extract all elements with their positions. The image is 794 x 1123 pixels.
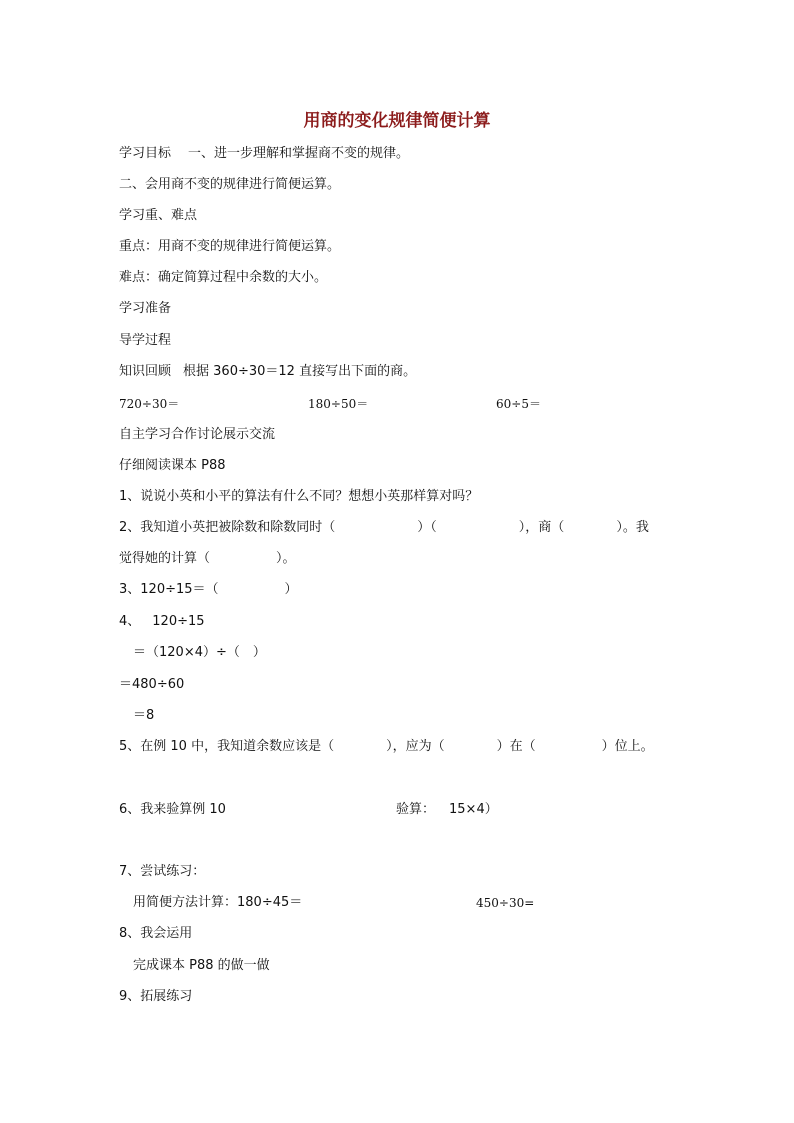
question-2-line-2 — [119, 550, 296, 568]
question-9-heading: 9、拓展练习 — [119, 989, 193, 1004]
q2-line2-a: 觉得她的计算（ — [119, 551, 211, 566]
objectives-label: 学习目标 — [119, 146, 172, 161]
review-exercise-2: 180÷50＝ — [308, 397, 369, 411]
q6-check-expression: 15×4） — [449, 802, 498, 817]
q5-part-3: ）在（ — [496, 739, 536, 754]
q3-part-2: ） — [284, 582, 298, 597]
review-label: 知识回顾 — [119, 364, 172, 379]
question-5 — [119, 738, 654, 756]
q5-part-1: 5、在例 10 中，我知道余数应该是（ — [119, 739, 335, 754]
read-text: 仔细阅读课本 P88 — [119, 458, 226, 473]
q3-part-1: 3、120÷15＝（ — [119, 582, 219, 597]
q5-part-4: ）位上。 — [601, 739, 654, 754]
objective-1: 一、进一步理解和掌握商不变的规律。 — [188, 146, 410, 161]
self-study-heading: 自主学习合作讨论展示交流 — [119, 427, 276, 442]
review-exercise-3: 60÷5＝ — [496, 397, 541, 411]
q2-part-3: ），商（ — [518, 520, 565, 535]
question-2-line-1 — [119, 519, 649, 537]
q2-part-2: ）（ — [417, 520, 437, 535]
q2-part-4: ）。我 — [616, 520, 649, 535]
question-3 — [119, 581, 298, 599]
key-point: 重点：用商不变的规律进行简便运算。 — [119, 239, 341, 254]
q4-step-3: ＝8 — [133, 708, 155, 723]
q7-exercise-2: 450÷30= — [476, 896, 535, 910]
objectives-line — [119, 145, 409, 163]
question-6: 6、我来验算例 10 — [119, 802, 226, 817]
objective-2: 二、会用商不变的规律进行简便运算。 — [119, 177, 341, 192]
q2-line2-b: ）。 — [276, 551, 296, 566]
q6-check — [396, 801, 498, 819]
q4-expression: 120÷15 — [152, 614, 205, 629]
review-text: 根据 360÷30＝12 直接写出下面的商。 — [183, 364, 417, 379]
q8-text: 完成课本 P88 的做一做 — [133, 958, 270, 973]
q6-check-label: 验算： — [396, 802, 436, 817]
process-heading: 导学过程 — [119, 333, 172, 348]
q4-step-1: ＝（120×4）÷（ ） — [133, 645, 266, 660]
preparation-heading: 学习准备 — [119, 301, 172, 316]
q2-part-1: 2、我知道小英把被除数和除数同时（ — [119, 520, 336, 535]
q4-step-2: ＝480÷60 — [119, 677, 185, 692]
page-title: 用商的变化规律简便计算 — [303, 111, 491, 131]
q7-exercise-1: 用简便方法计算：180÷45＝ — [133, 895, 303, 910]
difficult-point: 难点：确定简算过程中余数的大小。 — [119, 270, 328, 285]
q4-label: 4、 — [119, 614, 141, 629]
question-7-heading: 7、尝试练习： — [119, 864, 206, 879]
question-1: 1、说说小英和小平的算法有什么不同？想想小英那样算对吗？ — [119, 489, 479, 504]
key-points-heading: 学习重、难点 — [119, 208, 198, 223]
review-line — [119, 363, 416, 381]
question-4 — [119, 613, 205, 631]
q5-part-2: ），应为（ — [386, 739, 445, 754]
question-8-heading: 8、我会运用 — [119, 926, 193, 941]
review-exercise-1: 720÷30＝ — [119, 397, 180, 411]
